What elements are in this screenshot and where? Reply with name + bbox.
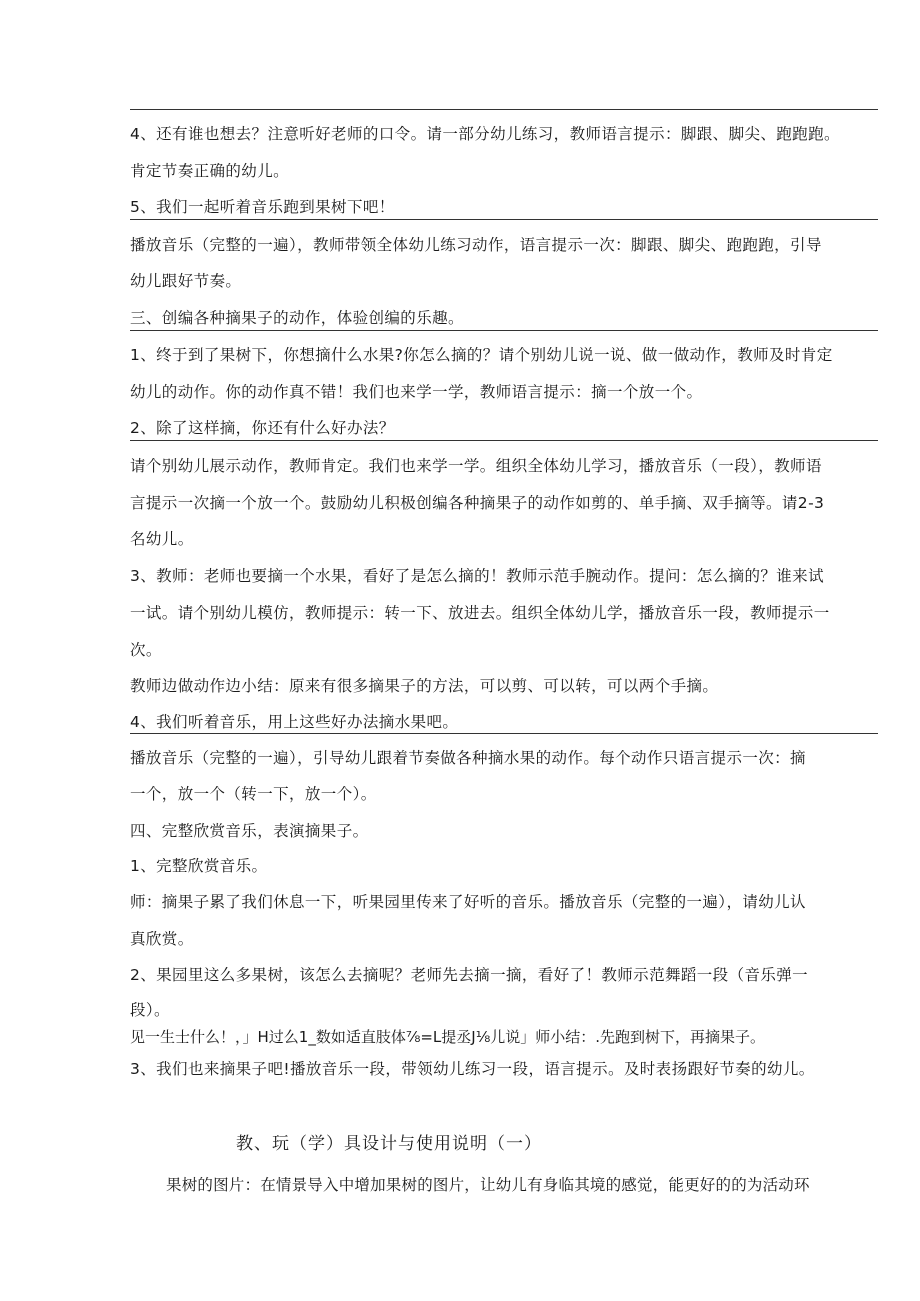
text-line: 4、我们听着音乐，用上这些好办法摘水果吧。	[130, 713, 459, 731]
text-line: 幼儿的动作。你的动作真不错！我们也来学一学，教师语言提示：摘一个放一个。	[130, 383, 703, 401]
text-line: 教师边做动作边小结：原来有很多摘果子的方法，可以剪、可以转，可以两个手摘。	[130, 677, 719, 695]
text-line: 师：摘果子累了我们休息一下，听果园里传来了好听的音乐。播放音乐（完整的一遍），请幼儿认	[130, 893, 806, 911]
text-line: 3、我们也来摘果子吧!播放音乐一段，带领幼儿练习一段，语言提示。及时表扬跟好节奏的幼儿。	[130, 1060, 815, 1078]
text-line: 3、教师：老师也要摘一个水果，看好了是怎么摘的！教师示范手腕动作。提问：怎么摘的？谁来试	[130, 567, 824, 585]
text-line: 请个别幼儿展示动作，教师肯定。我们也来学一学。组织全体幼儿学习，播放音乐（一段），教师语	[130, 457, 822, 475]
text-line: 播放音乐（完整的一遍），教师带领全体幼儿练习动作，语言提示一次：脚跟、脚尖、跑跑跑，引导	[130, 236, 822, 254]
divider	[130, 330, 878, 331]
text-line: 三、创编各种摘果子的动作，体验创编的乐趣。	[130, 309, 464, 327]
text-line: 播放音乐（完整的一遍），引导幼儿跟着节奏做各种摘水果的动作。每个动作只语言提示一次：摘	[130, 749, 806, 767]
divider	[130, 219, 878, 220]
text-line: 4、还有谁也想去？注意听好老师的口令。请一部分幼儿练习，教师语言提示：脚跟、脚尖、跑跑跑。	[130, 125, 840, 143]
text-line: 言提示一次摘一个放一个。鼓励幼儿积极创编各种摘果子的动作如剪的、单手摘、双手摘等。请2-3	[130, 494, 825, 512]
section-title: 教、玩（学）具设计与使用说明（一）	[236, 1134, 542, 1154]
text-line: 2、除了这样摘，你还有什么好办法？	[130, 419, 395, 437]
divider	[130, 733, 878, 734]
text-line: 2、果园里这么多果树，该怎么去摘呢？老师先去摘一摘，看好了！教师示范舞蹈一段（音乐弹一	[130, 966, 809, 984]
text-line: 段）。	[130, 1001, 170, 1019]
text-line: 幼儿跟好节奏。	[130, 272, 242, 290]
text-line: 见一生士什么！，」H过么1_数如适直肢体⅞=L提丞J⅛儿说」师小结：.先跑到树下，再摘果子。	[130, 1028, 766, 1046]
text-line: 一个，放一个（转一下，放一个）。	[130, 785, 377, 803]
text-line: 四、完整欣赏音乐，表演摘果子。	[130, 822, 369, 840]
text-line: 名幼儿。	[130, 530, 194, 548]
text-line: 5、我们一起听着音乐跑到果树下吧！	[130, 198, 395, 216]
section-text-line: 果树的图片：在情景导入中增加果树的图片，让幼儿有身临其境的感觉，能更好的的为活动环	[166, 1176, 810, 1194]
text-line: 次。	[130, 641, 162, 659]
text-line: 真欣赏。	[130, 930, 194, 948]
text-line: 一试。请个别幼儿模仿，教师提示：转一下、放进去。组织全体幼儿学，播放音乐一段，教师提示一	[130, 604, 830, 622]
divider	[130, 109, 878, 110]
divider	[130, 440, 878, 441]
text-line: 肯定节奏正确的幼儿。	[130, 162, 290, 180]
text-line: 1、完整欣赏音乐。	[130, 857, 268, 875]
text-line: 1、终于到了果树下，你想摘什么水果?你怎么摘的？请个别幼儿说一说、做一做动作，教师及时肯定	[130, 346, 833, 364]
